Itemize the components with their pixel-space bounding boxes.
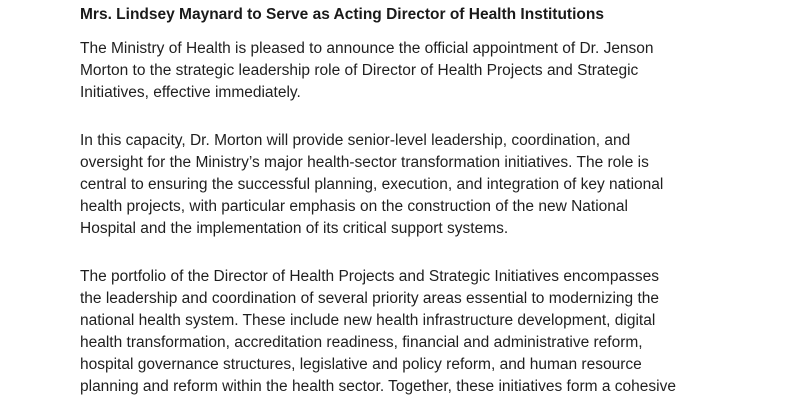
text-line: In this capacity, Dr. Morton will provide senior-level leadership, coordination, and [80,132,631,149]
text-line: The portfolio of the Director of Health Projects and Strategic Initiatives encompasses [80,268,659,285]
text-line: Initiatives, effective immediately. [80,84,301,101]
text-line: The Ministry of Health is pleased to announce the official appointment of Dr. Jenson [80,40,654,57]
text-line: planning and reform within the health sector. Together, these initiatives form a cohesive [80,378,676,395]
text-line: central to ensuring the successful planning, execution, and integration of key national [80,176,664,193]
text-line: Morton to the strategic leadership role of Director of Health Projects and Strategic [80,62,639,79]
text-line: health projects, with particular emphasis on the construction of the new National [80,198,628,215]
paragraph [80,266,751,398]
text-line: hospital governance structures, legislative and policy reform, and human resource [80,356,642,373]
text-line: Hospital and the implementation of its critical support systems. [80,220,509,237]
text-line: the leadership and coordination of several priority areas essential to modernizing the [80,290,660,307]
paragraph [80,38,751,104]
paragraph [80,130,751,240]
text-line: national health system. These include new health infrastructure development, digital [80,312,656,329]
document-heading: Mrs. Lindsey Maynard to Serve as Acting Director of Health Institutions [80,6,604,23]
text-line: health transformation, accreditation readiness, financial and administrative reform, [80,334,643,351]
text-line: oversight for the Ministry’s major health-sector transformation initiatives. The role is [80,154,649,171]
document-body [80,38,751,398]
